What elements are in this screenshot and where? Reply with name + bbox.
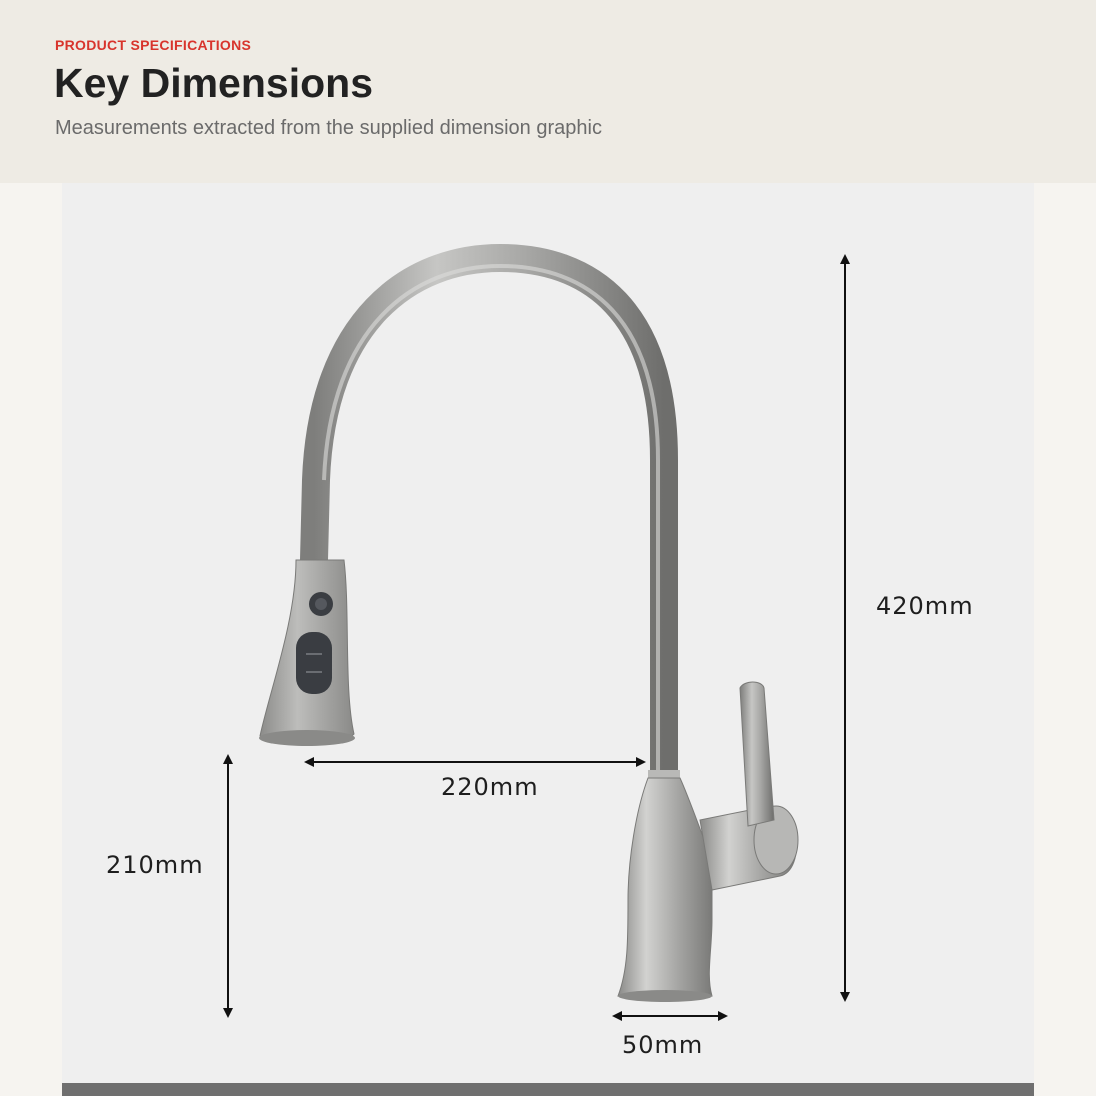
eyebrow-label: PRODUCT SPECIFICATIONS bbox=[55, 37, 252, 53]
faucet-illustration bbox=[259, 258, 798, 1002]
faucet-lever bbox=[740, 682, 774, 826]
page-title: Key Dimensions bbox=[54, 60, 373, 106]
spray-button-bottom bbox=[296, 632, 332, 694]
faucet-collar bbox=[648, 770, 680, 778]
total-height-label: 420mm bbox=[876, 592, 974, 620]
faucet-body bbox=[618, 778, 712, 996]
faucet-spout-highlight bbox=[324, 266, 658, 770]
spout-height-label: 210mm bbox=[106, 851, 204, 879]
base-diameter-label: 50mm bbox=[622, 1031, 704, 1059]
spout-reach-label: 220mm bbox=[441, 773, 539, 801]
page-subtitle: Measurements extracted from the supplied dimension graphic bbox=[55, 117, 602, 139]
spray-head-face bbox=[259, 730, 355, 746]
